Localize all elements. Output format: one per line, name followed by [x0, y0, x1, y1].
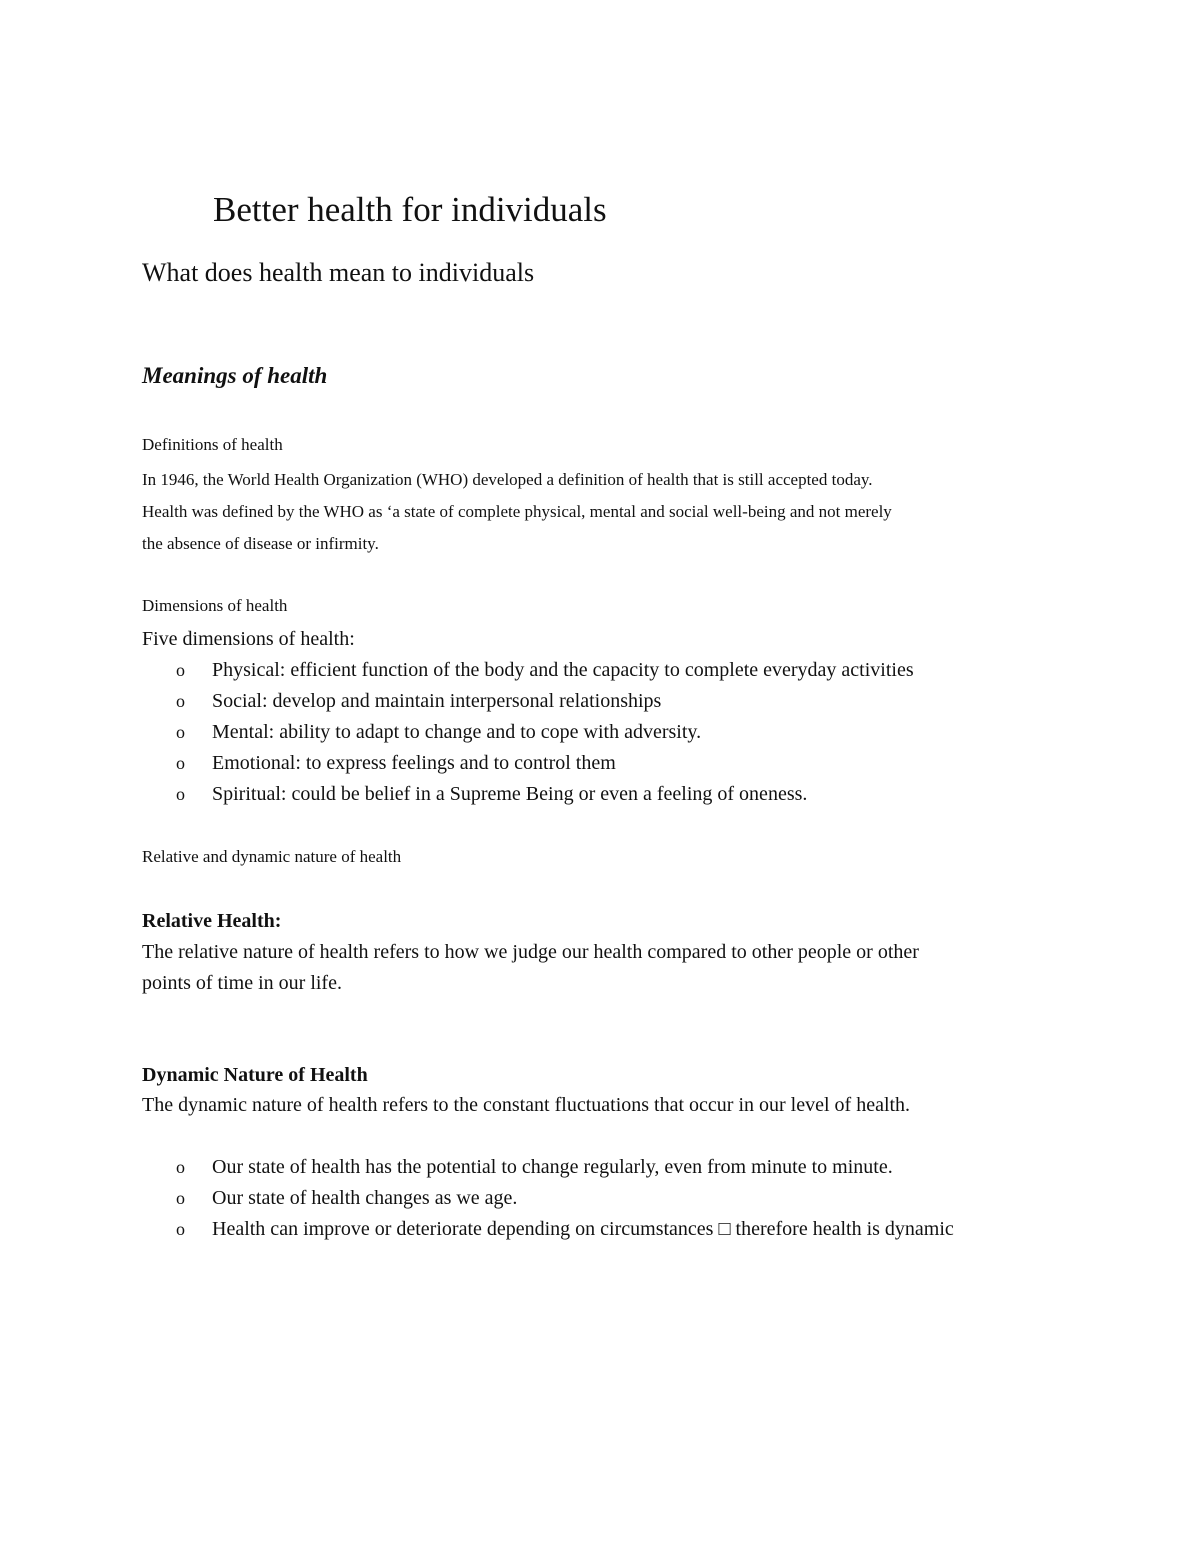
bullet-icon: o: [176, 753, 185, 773]
definition-line: Health was defined by the WHO as ‘a state of complete physical, mental and social well-being and not merely: [142, 502, 892, 521]
relative-dynamic-heading: Relative and dynamic nature of health: [142, 847, 402, 866]
definition-line: In 1946, the World Health Organization (WHO) developed a definition of health that is still accepted today.: [142, 470, 873, 489]
list-item: [142, 1183, 954, 1214]
meanings-of-health-heading: Meanings of health: [142, 363, 328, 388]
list-item: [142, 1214, 954, 1245]
list-item-text: Spiritual: could be belief in a Supreme Being or even a feeling of oneness.: [212, 783, 808, 805]
list-item-text: Mental: ability to adapt to change and to cope with adversity.: [212, 721, 702, 743]
dimensions-intro: Five dimensions of health:: [142, 628, 355, 650]
list-item-text: Physical: efficient function of the body and the capacity to complete everyday activities: [212, 659, 914, 681]
dynamic-health-text: The dynamic nature of health refers to the constant fluctuations that occur in our level of health.: [142, 1094, 911, 1116]
page-subtitle: What does health mean to individuals: [142, 258, 535, 287]
relative-health-heading: Relative Health:: [142, 910, 282, 932]
list-item: [142, 686, 914, 717]
bullet-icon: o: [176, 1219, 185, 1239]
bullet-icon: o: [176, 691, 185, 711]
list-item: [142, 717, 914, 748]
list-item-text: Emotional: to express feelings and to control them: [212, 752, 616, 774]
definition-line: the absence of disease or infirmity.: [142, 534, 379, 553]
relative-health-line: The relative nature of health refers to how we judge our health compared to other people or other: [142, 941, 919, 963]
list-item-text: Our state of health changes as we age.: [212, 1187, 518, 1209]
bullet-icon: o: [176, 660, 185, 680]
definitions-heading: Definitions of health: [142, 435, 283, 454]
dynamic-health-heading: Dynamic Nature of Health: [142, 1064, 368, 1086]
list-item: [142, 748, 914, 779]
list-item-text: Our state of health has the potential to change regularly, even from minute to minute.: [212, 1156, 893, 1178]
bullet-icon: o: [176, 1157, 185, 1177]
dynamic-health-list: [142, 1152, 954, 1245]
list-item: [142, 779, 914, 810]
page-title: Better health for individuals: [213, 190, 607, 229]
list-item: [142, 1152, 954, 1183]
bullet-icon: o: [176, 784, 185, 804]
relative-health-line: points of time in our life.: [142, 972, 342, 994]
bullet-icon: o: [176, 1188, 185, 1208]
bullet-icon: o: [176, 722, 185, 742]
list-item-text: Health can improve or deteriorate depending on circumstances □ therefore health is dynamic: [212, 1218, 954, 1240]
list-item: [142, 655, 914, 686]
list-item-text: Social: develop and maintain interpersonal relationships: [212, 690, 662, 712]
dimensions-heading: Dimensions of health: [142, 596, 288, 615]
dimensions-list: [142, 655, 914, 810]
